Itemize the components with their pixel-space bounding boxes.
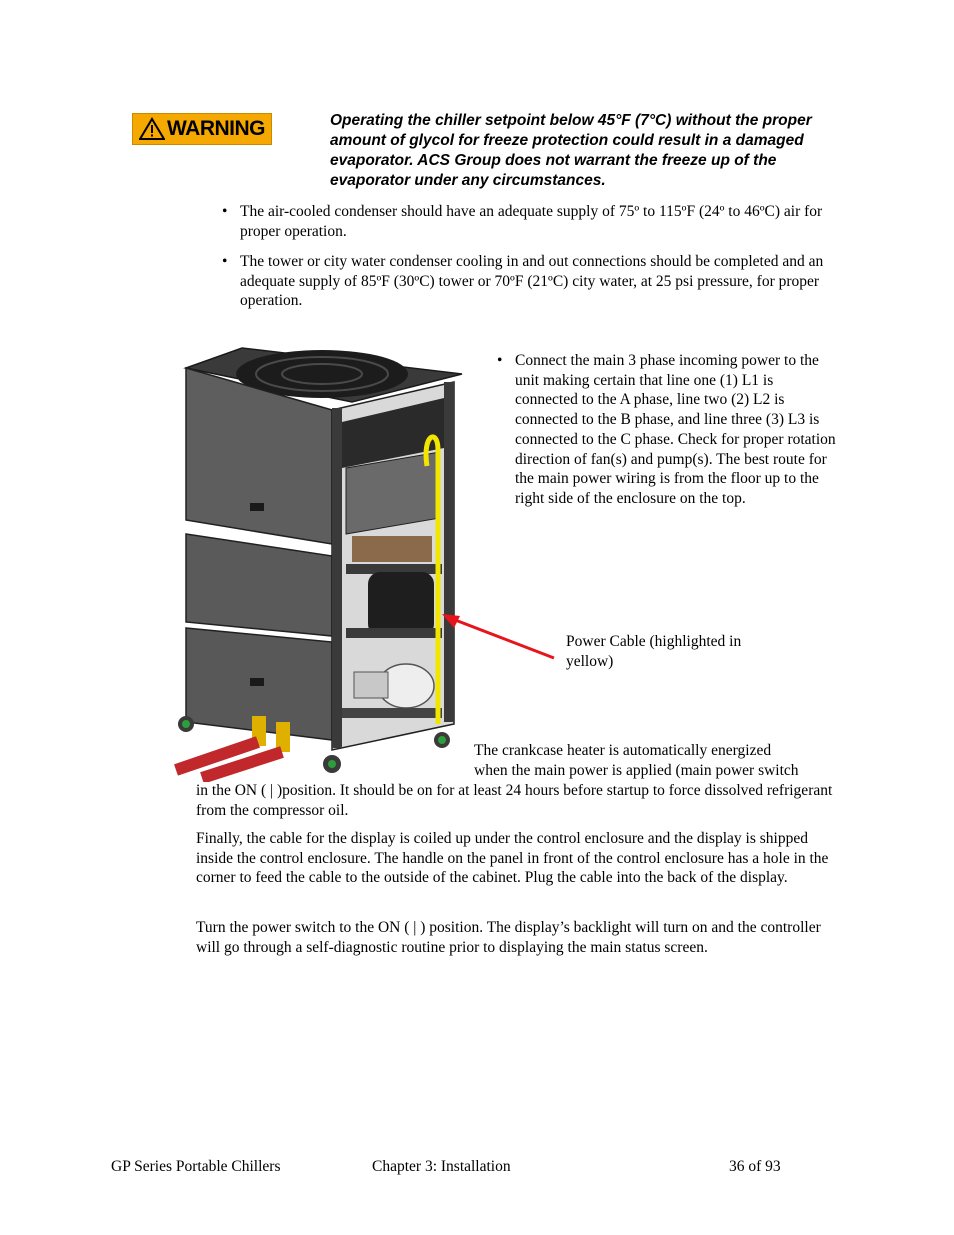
arrow-shaft: [450, 618, 554, 658]
panel-handle: [250, 503, 264, 511]
warning-triangle-icon: [139, 117, 165, 141]
crankcase-line-1: The crankcase heater is automatically energized: [474, 742, 772, 759]
bullet-dot: •: [497, 352, 503, 369]
crankcase-rest: in the ON ( | )position. It should be on for at least 24 hours before startup to force dissolved refrigerant from the compressor oil.: [196, 782, 833, 819]
bullet-condenser-air: [222, 202, 852, 241]
bullet-condenser-water: [222, 252, 852, 311]
arrow-head: [442, 614, 460, 628]
frame-post: [444, 382, 454, 722]
warning-text: Operating the chiller setpoint below 45°F (7°C) without the proper amount of glycol for freeze protection could result in a damaged evaporator. ACS Group does not warrant the freeze up of the evaporator under any circumstances.: [330, 112, 812, 189]
footer-title: GP Series Portable Chillers: [111, 1158, 281, 1175]
callout-arrow: [436, 606, 560, 664]
panel-middle: [186, 534, 332, 636]
crankcase-line-2: when the main power is applied (main power switch: [474, 762, 799, 779]
pump-housing: [354, 672, 388, 698]
warning-label: WARNING: [167, 117, 265, 140]
chiller-illustration: [172, 338, 472, 782]
bullet-dot: •: [222, 253, 228, 270]
shelf: [346, 628, 442, 638]
power-cable-callout: Power Cable (highlighted in yellow): [566, 633, 742, 670]
footer-chapter: Chapter 3: Installation: [372, 1158, 511, 1175]
refrigerant-piping: [352, 536, 432, 562]
bullet-text: The air-cooled condenser should have an adequate supply of 75º to 115ºF (24º to 46ºC) air for proper operation.: [240, 203, 823, 240]
frame-rail: [342, 708, 442, 718]
panel-handle: [250, 678, 264, 686]
paragraph-power-on: Turn the power switch to the ON ( | ) position. The display’s backlight will turn on and the controller will go through a self-diagnostic routine prior to displaying the main status screen.: [196, 919, 821, 956]
footer-page-number: 36 of 93: [729, 1158, 781, 1175]
compressor: [368, 572, 434, 636]
bullet-dot: •: [222, 203, 228, 220]
bullet-text: The tower or city water condenser cooling in and out connections should be completed and an adequate supply of 85ºF (30ºC) tower or 70ºF (21ºC) city water, at 25 psi pressure, for proper operation.: [240, 253, 824, 310]
frame-post: [332, 408, 342, 748]
paragraph-display-cable: Finally, the cable for the display is coiled up under the control enclosure and the display is shipped inside the control enclosure. The handle on the panel in front of the control enclosure has a hole in the corner to feed the cable to the outside of the cabinet. Plug the cable into the back of the display.: [196, 830, 829, 887]
bullet-main-power: [497, 351, 837, 509]
bullet-text: Connect the main 3 phase incoming power to the unit making certain that line one (1) L1 is connected to the A phase, line two (2) L2 is connected to the B phase, and line three (3) L3 is connected to the C phase. Check for proper rotation direction of fan(s) and pump(s). The best route for the main power wiring is from the floor up to the right side of the enclosure on the top.: [515, 352, 836, 507]
warning-badge: [132, 113, 272, 145]
